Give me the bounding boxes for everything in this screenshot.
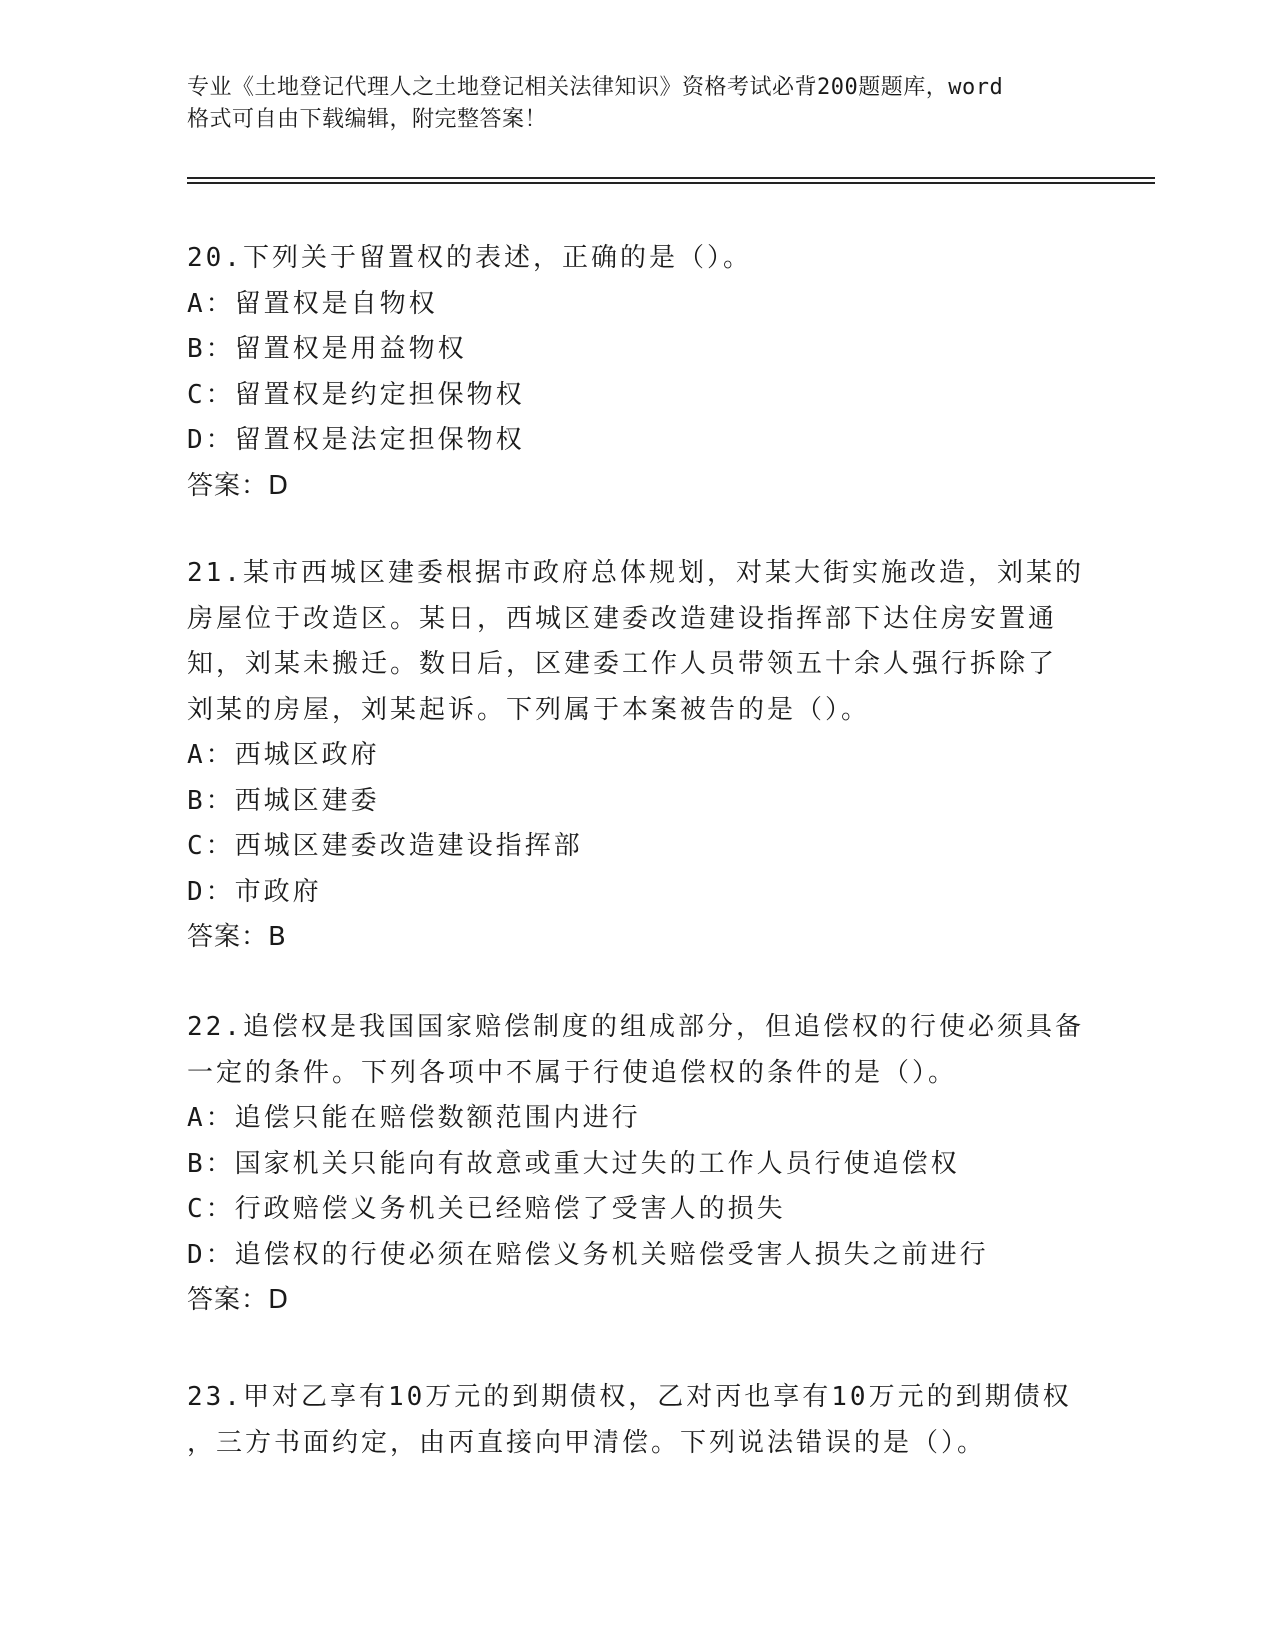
- option-c: C：行政赔偿义务机关已经赔偿了受害人的损失: [187, 1194, 786, 1224]
- question-stem: 刘某的房屋，刘某起诉。下列属于本案被告的是（）。: [187, 694, 871, 725]
- question-23: [187, 1375, 1087, 1466]
- question-stem: 房屋位于改造区。某日，西城区建委改造建设指挥部下达住房安置通: [187, 603, 1058, 634]
- option-a: A：留置权是自物权: [187, 288, 438, 319]
- answer: 答案：B: [187, 922, 287, 952]
- question-stem: ，三方书面约定，由丙直接向甲清偿。下列说法错误的是（）。: [187, 1427, 987, 1458]
- question-22: [187, 1005, 1087, 1324]
- option-b: B：国家机关只能向有故意或重大过失的工作人员行使追偿权: [187, 1148, 960, 1179]
- option-c: C：西城区建委改造建设指挥部: [187, 831, 583, 861]
- option-c: C：留置权是约定担保物权: [187, 379, 525, 410]
- option-d: D：市政府: [187, 876, 322, 907]
- answer: 答案：D: [187, 470, 290, 501]
- question-stem: 知，刘某未搬迁。数日后，区建委工作人员带领五十余人强行拆除了: [187, 649, 1058, 679]
- question-20: [187, 236, 1087, 509]
- question-stem: 23.甲对乙享有10万元的到期债权，乙对丙也享有10万元的到期债权: [187, 1382, 1072, 1412]
- option-d: D：留置权是法定担保物权: [187, 425, 525, 455]
- question-21: [187, 551, 1087, 961]
- header-divider-bottom: [187, 182, 1155, 184]
- question-stem: 一定的条件。下列各项中不属于行使追偿权的条件的是（）。: [187, 1057, 958, 1088]
- document-header: [187, 72, 1107, 136]
- header-line-1: 专业《土地登记代理人之土地登记相关法律知识》资格考试必背200题题库，word: [187, 75, 1004, 100]
- question-stem: 21.某市西城区建委根据市政府总体规划，对某大街实施改造，刘某的: [187, 558, 1084, 588]
- header-divider-top: [187, 177, 1155, 179]
- option-a: A：追偿只能在赔偿数额范围内进行: [187, 1103, 641, 1133]
- option-a: A：西城区政府: [187, 740, 380, 770]
- answer: 答案：D: [187, 1285, 290, 1315]
- question-stem: 22.追偿权是我国国家赔偿制度的组成部分，但追偿权的行使必须具备: [187, 1012, 1084, 1042]
- option-b: B：西城区建委: [187, 785, 380, 816]
- question-stem: 20.下列关于留置权的表述，正确的是（）。: [187, 243, 752, 273]
- option-b: B：留置权是用益物权: [187, 334, 467, 364]
- header-line-2: 格式可自由下载编辑，附完整答案！: [187, 107, 548, 132]
- option-d: D：追偿权的行使必须在赔偿义务机关赔偿受害人损失之前进行: [187, 1239, 989, 1270]
